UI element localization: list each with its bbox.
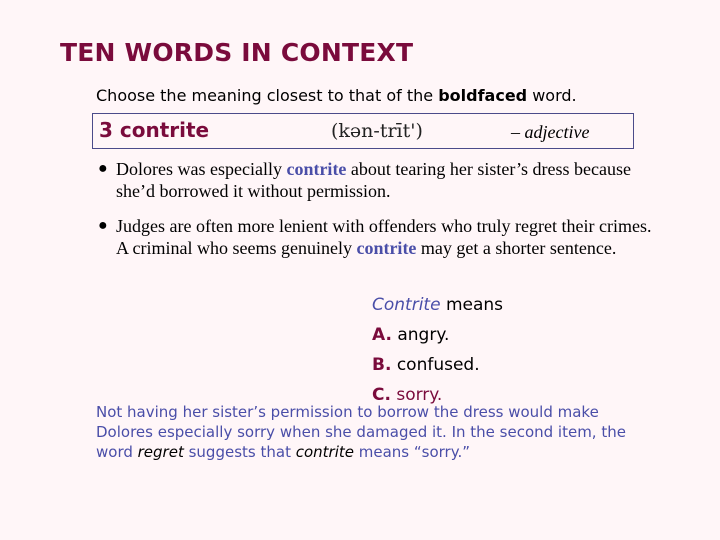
answer-lead-word: Contrite — [372, 295, 441, 315]
instructions-text: Choose the meaning closest to that of the — [96, 86, 439, 105]
explanation — [96, 402, 656, 462]
explanation-part: means “sorry.” — [353, 443, 470, 461]
keyword: contrite — [286, 159, 347, 179]
explanation-italic: regret — [137, 443, 184, 461]
example-sentence-1 — [98, 158, 658, 202]
instructions-bold: boldfaced — [438, 86, 528, 105]
option-b[interactable] — [372, 350, 503, 380]
answer-lead — [372, 290, 503, 320]
instructions — [96, 86, 577, 105]
answer-lead-rest: means — [440, 295, 504, 315]
keyword: contrite — [356, 238, 417, 258]
example-sentence-2 — [98, 215, 658, 259]
word-header-box — [92, 113, 634, 149]
explanation-italic: contrite — [295, 443, 354, 461]
option-text: confused. — [391, 355, 480, 375]
page-title: TEN WORDS IN CONTEXT — [60, 38, 414, 67]
instructions-end: word. — [527, 86, 577, 105]
explanation-part: suggests that — [183, 443, 296, 461]
explanation-part: Not having her sister’s permission to borrow the dress would make Dolores especially — [96, 403, 599, 441]
part-of-speech: – adjective — [511, 122, 590, 142]
sentence-part: may get a shorter sentence. — [416, 238, 617, 258]
sentence-text — [116, 215, 658, 259]
explanation-highlight: sorry — [237, 423, 276, 441]
answer-choices — [372, 290, 503, 410]
bullet-icon: ● — [98, 217, 108, 234]
sentence-part: Judges are often more lenient with offenders who truly regret their crimes. A criminal who seems genuinely — [116, 216, 652, 258]
word-number-and-term: 3 contrite — [99, 118, 210, 142]
option-a[interactable] — [372, 320, 503, 350]
sentence-part: Dolores was especially — [116, 159, 287, 179]
pronunciation: (kən-trīt') — [331, 120, 423, 142]
sentence-text — [116, 158, 658, 202]
option-letter: B. — [372, 355, 392, 375]
option-letter: A. — [372, 325, 392, 345]
sentence-part: about tearing her sister’s dress because she’d borrowed it without permission. — [116, 159, 631, 201]
explanation-part: when she damaged it. In the second item, the word — [96, 423, 626, 461]
option-text: sorry. — [390, 385, 443, 405]
option-text: angry. — [391, 325, 450, 345]
option-letter: C. — [372, 385, 391, 405]
bullet-icon: ● — [98, 160, 108, 177]
